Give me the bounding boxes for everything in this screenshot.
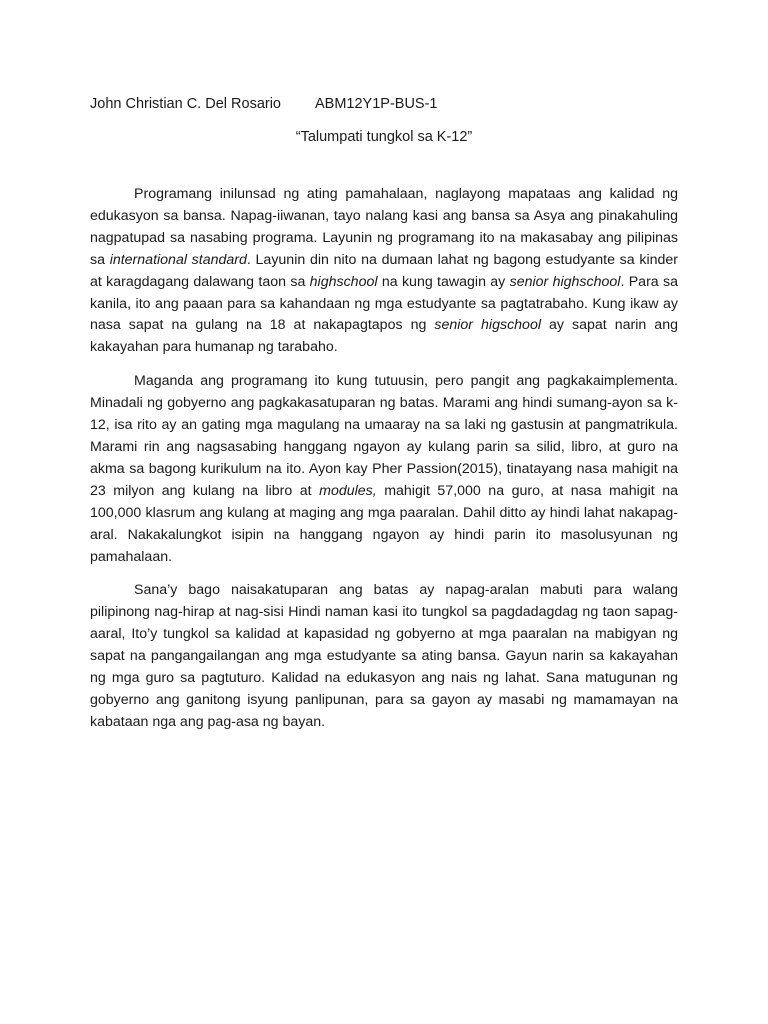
paragraph-text: Sana’y bago naisakatuparan ang batas ay napag-aralan mabuti para walang pilipinong nag-hirap at nag-sisi Hindi naman kasi ito tungkol sa pagdadagdag ng taon sapag-aaral, Ito’y tungkol sa kalidad at kapasidad ng gobyerno at mga paaralan na mabigyan ng sapat na pangangailangan ang mga estudyante sa ating bansa. Gayun narin sa kakayahan ng mga guro sa pagtuturo. Kalidad na edukasyon ang nais ng lahat. Sana matugunan ng gobyerno ang ganitong isyung panlipunan, para sa gayon ay masabi ng mamamayan na kabataan nga ang pag-asa ng bayan. <box>90 582 678 730</box>
paragraph-text: mahigit 57,000 na guro, at nasa mahigit na 100,000 klasrum ang kulang at maging ang mga paaralan. Dahil ditto ay hindi lahat nakapag-aral. Nakakalungkot isipin na hanggang ngayon ay hindi parin ito masolusyunan ng pamahalaan. <box>90 482 678 565</box>
document-title: “Talumpati tungkol sa K-12” <box>295 129 473 145</box>
paragraph-text: ay sapat narin ang kakayahan para humanap ng tarabaho. <box>90 317 678 356</box>
paragraph-text: Programang inilunsad ng ating pamahalaan, naglayong mapataas ang kalidad ng edukasyon sa bansa. Napag-iiwanan, tayo nalang kasi ang bansa sa Asya ang pinakahuling nagpatupad sa nasabing programa. Layunin ng programang ito na makasabay ang pilipinas sa <box>90 186 678 268</box>
italic-term: highschool <box>309 273 378 290</box>
header-line <box>90 94 438 114</box>
paragraph-text: Maganda ang programang ito kung tutuusin, pero pangit ang pagkakaimplementa. Minadali ng gobyerno ang pagkakasatuparan ng batas. Marami ang hindi sumang-ayon sa k-12, isa rito ay an gating mga magulang na umaaray na sa laki ng gastusin at pangmatrikula. Marami rin ang nagsasabing hanggang ngayon ay kulang parin sa silid, libro, at guro na akma sa bagong kurikulum na ito. Ayon kay Pher Passion(2015), tinatayang nasa mahigit na 23 milyon ang kulang na libro at <box>90 373 678 499</box>
paragraph-text: . Para sa kanila, ito ang paaan para sa kahandaan ng mga estudyante sa pagtatrabaho. Kung ikaw ay nasa sapat na gulang na 18 at nakapagtapos ng <box>90 273 678 334</box>
paragraph <box>90 580 678 733</box>
document-body <box>90 184 678 746</box>
italic-term: senior highschool <box>509 273 621 290</box>
italic-term: international standard <box>109 251 247 268</box>
section-code: ABM12Y1P-BUS-1 <box>315 96 438 112</box>
paragraph <box>90 371 678 568</box>
paragraph <box>90 184 678 359</box>
italic-term: senior higschool <box>434 317 541 334</box>
italic-term: modules, <box>319 482 377 499</box>
paragraph-text: . Layunin din nito na dumaan lahat ng bagong estudyante sa kinder at karagdagang dalawang taon sa <box>90 251 678 290</box>
paragraph-text: na kung tawagin ay <box>377 273 510 290</box>
author-name: John Christian C. Del Rosario <box>90 96 281 112</box>
